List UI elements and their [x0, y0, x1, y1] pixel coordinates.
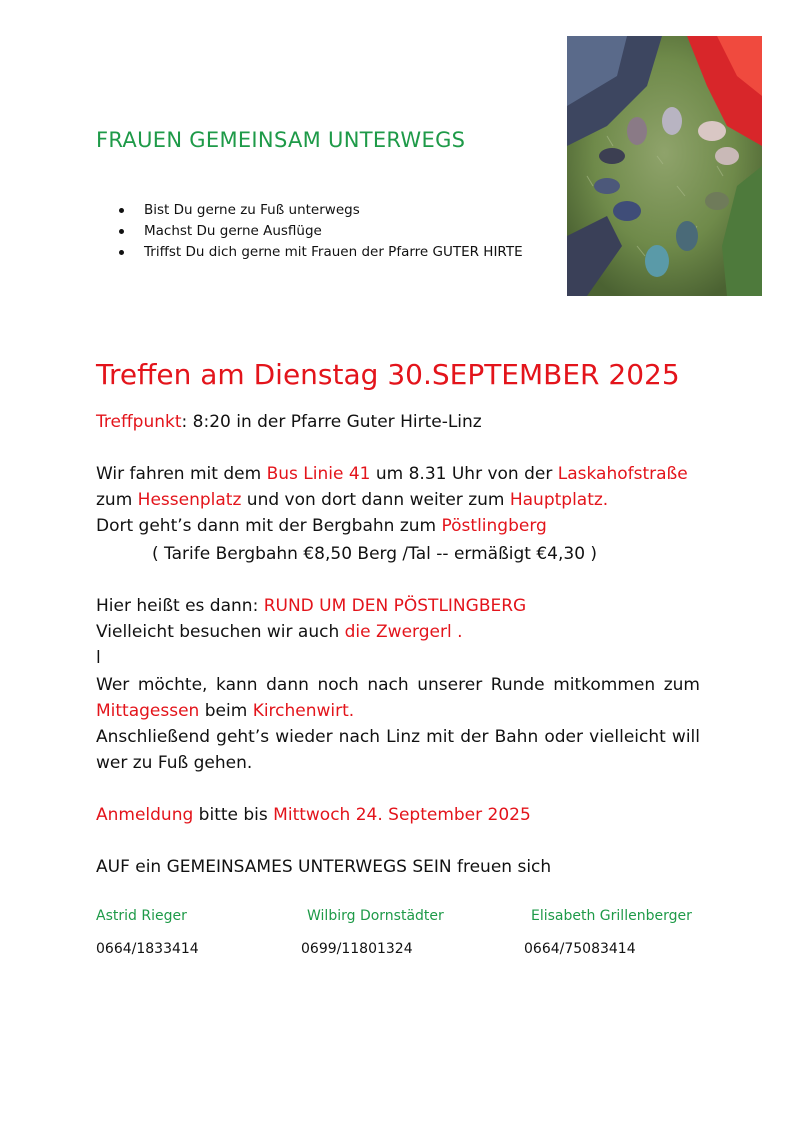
route-line-3: Dort geht’s dann mit der Bergbahn zum Pöstlingberg [96, 516, 547, 536]
contact-phone: 0699/11801324 [301, 941, 413, 957]
walk-line-5: Mittagessen beim Kirchenwirt. [96, 701, 355, 721]
contact-name: Wilbirg Dornstädter [307, 908, 444, 924]
contact-name: Astrid Rieger [96, 908, 187, 924]
walk-line-4: Wer möchte, kann dann noch nach unserer Runde mitkommen zum [96, 675, 700, 695]
bullet-item: Triffst Du dich gerne mit Frauen der Pfarre GUTER HIRTE [118, 242, 523, 263]
registration-label: Anmeldung [96, 805, 194, 825]
zwergerl: die Zwergerl . [344, 622, 463, 642]
lunch: Mittagessen [96, 701, 200, 721]
contact-phone: 0664/75083414 [524, 941, 636, 957]
walk-line-6: Anschließend geht’s wieder nach Linz mit der Bahn oder vielleicht will [96, 727, 700, 747]
bullet-item: Machst Du gerne Ausflüge [118, 221, 523, 242]
photo-illustration [567, 36, 762, 296]
route-line-2: zum Hessenplatz und von dort dann weiter zum Hauptplatz. [96, 490, 609, 510]
bullet-dot-icon [119, 250, 124, 255]
stop-hessenplatz: Hessenplatz [137, 490, 242, 510]
meeting-point-text: : 8:20 in der Pfarre Guter Hirte-Linz [181, 412, 482, 432]
event-headline: Treffen am Dienstag 30.SEPTEMBER 2025 [96, 358, 680, 391]
closing-line: AUF ein GEMEINSAMES UNTERWEGS SEIN freuen sich [96, 857, 552, 877]
meeting-point-label: Treffpunkt [96, 412, 182, 432]
walk-line-7: wer zu Fuß gehen. [96, 753, 253, 773]
destination-poestlingberg: Pöstlingberg [441, 516, 547, 536]
bullet-dot-icon [119, 229, 124, 234]
contact-phone: 0664/1833414 [96, 941, 199, 957]
walk-name: RUND UM DEN PÖSTLINGBERG [263, 596, 527, 616]
bus-stop: Laskahofstraße [557, 464, 688, 484]
restaurant: Kirchenwirt. [252, 701, 355, 721]
bus-line: Bus Linie 41 [266, 464, 371, 484]
bullet-item: Bist Du gerne zu Fuß unterwegs [118, 200, 523, 221]
meeting-point-line [96, 412, 482, 432]
walk-line-1: Hier heißt es dann: RUND UM DEN PÖSTLINGBERG [96, 596, 527, 616]
walk-line-2: Vielleicht besuchen wir auch die Zwergerl . [96, 622, 463, 642]
route-line-1: Wir fahren mit dem Bus Linie 41 um 8.31 Uhr von der Laskahofstraße [96, 464, 688, 484]
intro-bullet-list [118, 200, 523, 263]
contact-name: Elisabeth Grillenberger [531, 908, 692, 924]
group-feet-photo [567, 36, 762, 296]
walk-line-3: l [96, 648, 101, 668]
stop-hauptplatz: Hauptplatz. [509, 490, 609, 510]
registration-date: Mittwoch 24. September 2025 [273, 805, 531, 825]
registration-line: Anmeldung bitte bis Mittwoch 24. September 2025 [96, 805, 531, 825]
bullet-dot-icon [119, 208, 124, 213]
fare-info: ( Tarife Bergbahn €8,50 Berg /Tal -- ermäßigt €4,30 ) [152, 544, 598, 564]
page-title: FRAUEN GEMEINSAM UNTERWEGS [96, 128, 466, 152]
